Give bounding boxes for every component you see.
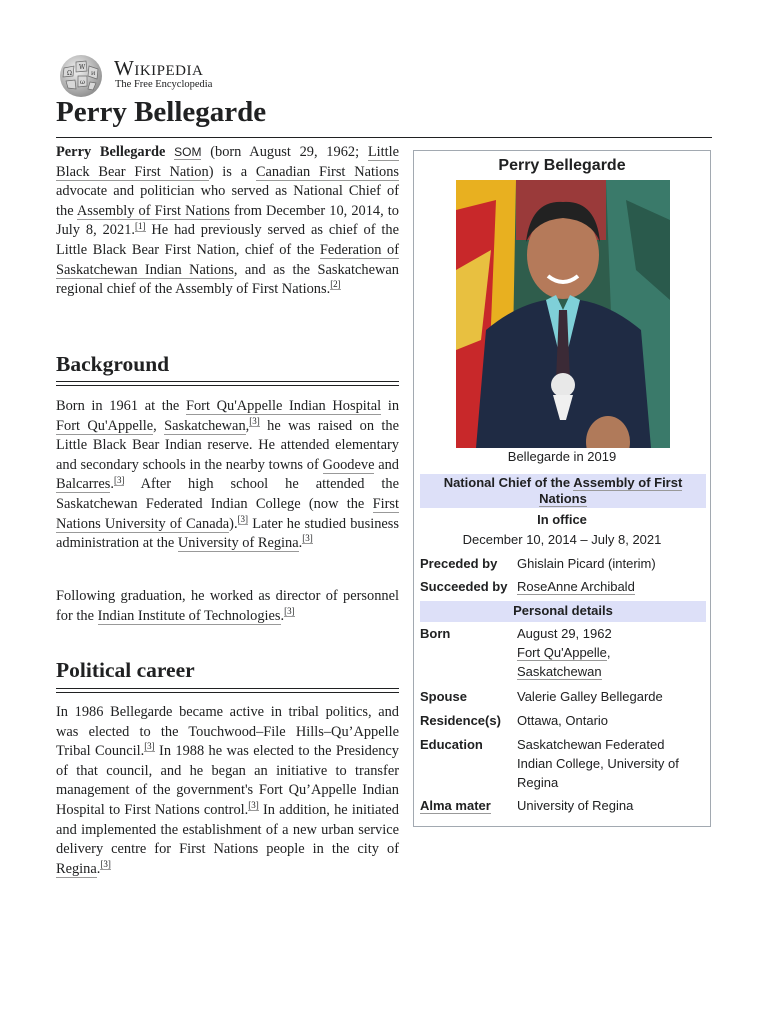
body-text: In 1988 he was elected to the Presidency of that council, and he began an initiative to transfer management of the government's Fort Qu’Appelle Indian Hospital to First Nations control. bbox=[56, 743, 399, 818]
link-fsin[interactable]: Federation of Saskatchewan Indian Nations bbox=[56, 241, 399, 278]
svg-text:Ω: Ω bbox=[67, 70, 72, 77]
body-text: , bbox=[153, 417, 165, 434]
born-label: Born bbox=[420, 626, 451, 641]
link-university-of-regina[interactable]: University of Regina bbox=[177, 535, 299, 552]
page-title: Perry Bellegarde bbox=[56, 96, 267, 128]
term-dates: December 10, 2014 – July 8, 2021 bbox=[462, 532, 662, 547]
reference-3[interactable]: [3] bbox=[249, 415, 260, 426]
office-link[interactable]: Assembly of First Nations bbox=[539, 475, 683, 506]
body-text: Born in 1961 at the bbox=[56, 398, 186, 414]
alma-mater-value: University of Regina bbox=[517, 798, 634, 813]
office-header bbox=[420, 474, 706, 508]
body-text: After high school he attended the Saskatchewan Federated Indian College (now the bbox=[56, 476, 399, 512]
born-separator: , bbox=[606, 645, 611, 660]
background-paragraph-1 bbox=[56, 397, 399, 554]
background-paragraph-2 bbox=[56, 587, 399, 626]
portrait-photo[interactable] bbox=[456, 180, 670, 448]
body-text: in bbox=[381, 398, 400, 414]
lead-text: He had previously served as chief of the Little Black Bear First Nation, chief of the bbox=[56, 222, 400, 258]
body-text: and bbox=[374, 456, 399, 473]
body-text: In addition, he initiated and implemented the establishment of a new urban service delivery centre for First Nations people in the city of bbox=[56, 801, 399, 858]
wikipedia-tagline: The Free Encyclopedia bbox=[115, 79, 213, 90]
link-fort-quappelle-hospital[interactable]: Fort Qu'Appelle Indian Hospital bbox=[185, 398, 382, 414]
section-divider bbox=[56, 688, 399, 693]
link-indian-institute-technologies[interactable]: Indian Institute of Technologies bbox=[97, 607, 281, 624]
education-value: Saskatchewan Federated Indian College, University of Regina bbox=[517, 737, 679, 790]
reference-3[interactable]: [3] bbox=[113, 474, 125, 485]
body-text: he was raised on the Little Black Bear Indian reserve. He attended elementary and secondary schools in the nearby towns of bbox=[56, 417, 399, 473]
education-label: Education bbox=[420, 737, 483, 752]
lead-text: (born August 29, 1962; bbox=[201, 144, 368, 160]
reference-3[interactable]: [3] bbox=[144, 741, 155, 752]
link-assembly-first-nations[interactable]: Assembly of First Nations bbox=[76, 202, 230, 219]
postnominal-link[interactable]: SOM bbox=[174, 145, 202, 159]
lead-text: , and as the Saskatchewan regional chief of the Assembly of First Nations. bbox=[56, 261, 399, 298]
reference-3[interactable]: [3] bbox=[237, 513, 249, 524]
body-text: Later he studied business administration at the bbox=[56, 515, 400, 552]
lead-text: ) is a bbox=[208, 163, 256, 180]
reference-3[interactable]: [3] bbox=[248, 800, 259, 811]
in-office-label: In office bbox=[537, 512, 587, 527]
link-regina[interactable]: Regina bbox=[56, 860, 97, 877]
spouse-value: Valerie Galley Bellegarde bbox=[517, 689, 663, 704]
body-text: Following graduation, he worked as director of personnel for the bbox=[56, 588, 399, 624]
wikipedia-wordmark[interactable]: Wikipedia bbox=[114, 56, 204, 80]
body-text: ). bbox=[229, 515, 238, 532]
spouse-label: Spouse bbox=[420, 689, 467, 704]
body-text: . bbox=[96, 860, 101, 877]
residence-value: Ottawa, Ontario bbox=[517, 713, 609, 728]
svg-text:ω: ω bbox=[80, 79, 85, 86]
lead-text: from December 10, 2014, to July 8, 2021. bbox=[56, 202, 399, 239]
body-text: . bbox=[280, 607, 285, 624]
svg-text:W: W bbox=[79, 64, 86, 71]
link-goodeve[interactable]: Goodeve bbox=[322, 456, 375, 473]
born-place-link[interactable]: Fort Qu'Appelle bbox=[517, 645, 607, 660]
reference-3[interactable]: [3] bbox=[100, 858, 111, 869]
body-text: . bbox=[110, 476, 114, 493]
preceded-label: Preceded by bbox=[420, 556, 498, 571]
lead-paragraph bbox=[56, 143, 399, 300]
title-divider bbox=[56, 137, 712, 138]
reference-3[interactable]: [3] bbox=[302, 533, 313, 544]
alma-mater-label[interactable]: Alma mater bbox=[420, 798, 491, 813]
reference-1[interactable]: [1] bbox=[135, 220, 146, 231]
link-fnuc[interactable]: First Nations University of Canada bbox=[56, 495, 399, 532]
personal-details-header: Personal details bbox=[420, 601, 706, 622]
lead-text: advocate and politician who served as National Chief of the bbox=[56, 183, 399, 219]
link-little-black-bear[interactable]: Little Black Bear First Nation bbox=[56, 144, 399, 180]
political-paragraph bbox=[56, 703, 399, 879]
reference-3[interactable]: [3] bbox=[284, 605, 295, 616]
born-date: August 29, 1962 bbox=[517, 626, 612, 641]
office-header-text: National Chief of the bbox=[443, 475, 574, 490]
section-divider bbox=[56, 381, 399, 386]
succeeded-link[interactable]: RoseAnne Archibald bbox=[517, 579, 635, 594]
section-heading-background: Background bbox=[56, 352, 170, 376]
wikipedia-globe-logo[interactable] bbox=[56, 54, 106, 98]
infobox bbox=[413, 150, 711, 827]
born-province-link[interactable]: Saskatchewan bbox=[517, 664, 602, 679]
succeeded-label: Succeeded by bbox=[420, 579, 508, 594]
link-fort-quappelle[interactable]: Fort Qu'Appelle bbox=[56, 417, 154, 434]
born-value bbox=[517, 624, 702, 681]
preceded-value: Ghislain Picard (interim) bbox=[517, 556, 656, 571]
link-saskatchewan[interactable]: Saskatchewan bbox=[164, 417, 246, 434]
svg-text:И: И bbox=[91, 71, 96, 77]
link-balcarres[interactable]: Balcarres bbox=[56, 476, 111, 493]
infobox-title: Perry Bellegarde bbox=[498, 157, 626, 174]
body-text: , bbox=[245, 417, 250, 434]
residence-label: Residence(s) bbox=[420, 713, 501, 728]
link-canadian-first-nations[interactable]: Canadian First Nations bbox=[255, 163, 399, 180]
body-text: In 1986 Bellegarde became active in tribal politics, and was elected to the Touchwood–File Hills–Qu’Appelle Tribal Council. bbox=[56, 704, 399, 760]
body-text: . bbox=[298, 535, 303, 552]
section-heading-political-career: Political career bbox=[56, 658, 195, 682]
reference-2[interactable]: [2] bbox=[330, 279, 341, 290]
photo-caption: Bellegarde in 2019 bbox=[507, 449, 617, 464]
lead-subject-name: Perry Bellegarde bbox=[56, 144, 166, 160]
